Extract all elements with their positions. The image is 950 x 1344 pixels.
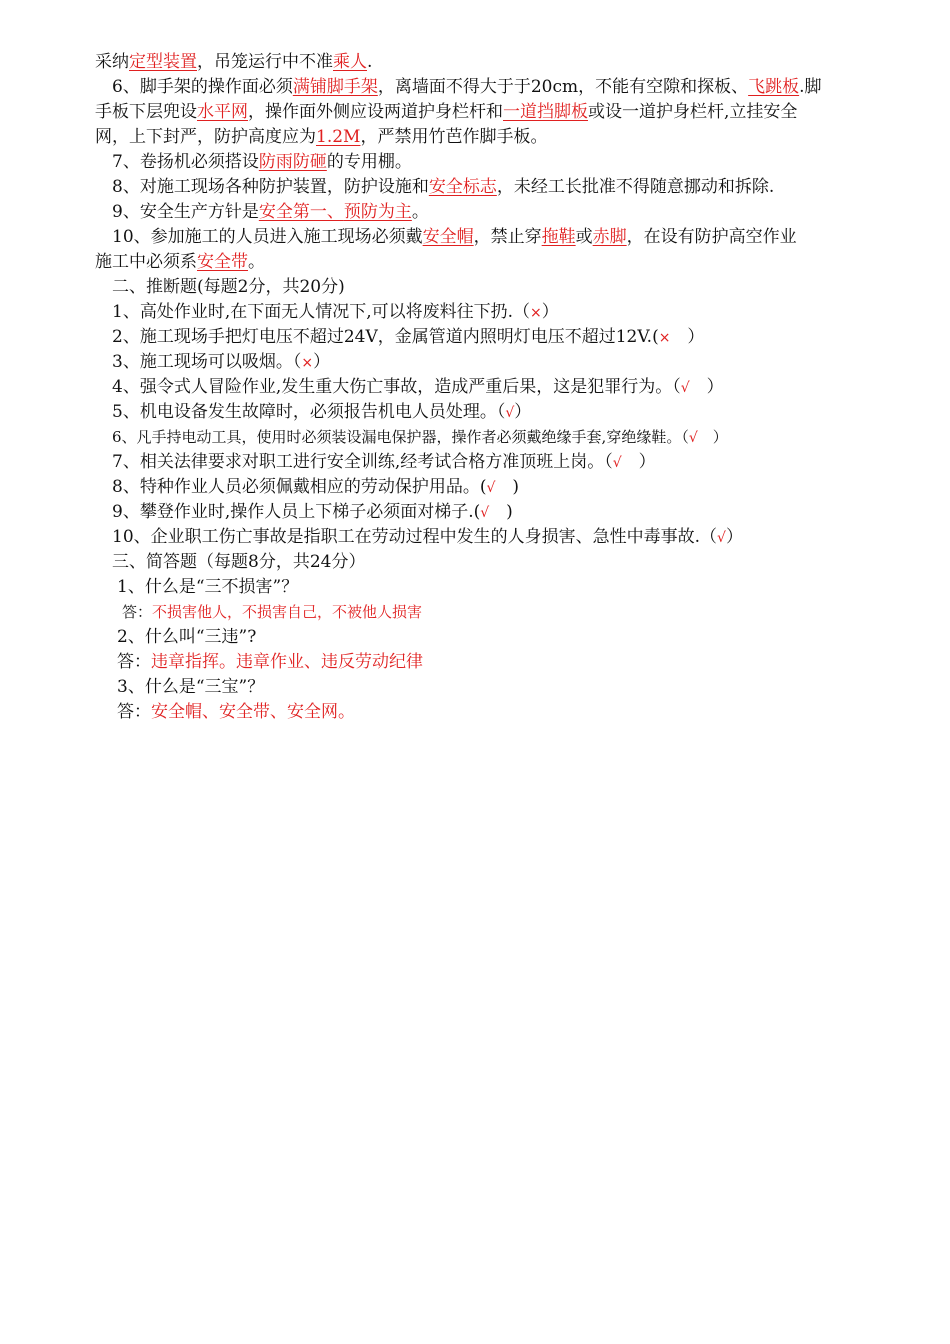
cross-mark: × <box>301 355 314 371</box>
fill-line-7: 10、参加施工的人员进入施工现场必须戴安全帽，禁止穿拖鞋或赤脚，在设有防护高空作业 <box>112 227 797 247</box>
fill-line-4: 7、卷扬机必须搭设防雨防砸的专用棚。 <box>112 152 412 172</box>
judge-item: 4、强令式人冒险作业,发生重大伤亡事故，造成严重后果，这是犯罪行为。（√ ） <box>112 377 724 397</box>
answer-text: 安全帽、安全带、安全网。 <box>151 702 355 722</box>
cross-mark: × <box>658 330 671 346</box>
judge-item: 7、相关法律要求对职工进行安全训练,经考试合格方准顶班上岗。（√ ） <box>112 452 656 472</box>
answer-blank: 赤脚 <box>592 227 627 247</box>
judge-item: 6、凡手持电动工具，使用时必须装设漏电保护器，操作者必须戴绝缘手套,穿绝缘鞋。（√ ） <box>112 428 728 446</box>
section-title-judge: 二、推断题(每题2分，共20分) <box>112 277 345 297</box>
answer-text: 违章指挥。违章作业、违反劳动纪律 <box>151 652 423 672</box>
answer-line: 答：不损害他人，不损害自己，不被他人损害 <box>122 603 423 621</box>
judge-item: 10、企业职工伤亡事故是指职工在劳动过程中发生的人身损害、急性中毒事故.（√） <box>112 527 743 547</box>
question: 3、什么是“三宝”？ <box>117 677 265 697</box>
check-mark: √ <box>480 505 490 521</box>
answer-blank: 安全帽 <box>422 227 474 247</box>
fill-line-0: 采纳定型装置，吊笼运行中不准乘人. <box>95 52 373 72</box>
question: 1、什么是“三不损害”？ <box>117 577 299 597</box>
check-mark: √ <box>717 530 726 546</box>
answer-blank: 预防为主 <box>343 202 412 222</box>
answer-blank: 满铺脚手架 <box>292 77 378 97</box>
answer-text: 不损害他人，不损害自己，不被他人损害 <box>152 603 423 621</box>
answer-blank: 水平网 <box>197 102 248 122</box>
answer-blank: 安全带 <box>197 252 248 272</box>
check-mark: √ <box>688 430 698 446</box>
judge-item: 8、特种作业人员必须佩戴相应的劳动保护用品。(√ ) <box>112 477 520 497</box>
check-mark: √ <box>486 480 496 496</box>
answer-blank: 防雨防砸 <box>258 152 327 172</box>
answer-blank: 一道挡脚板 <box>503 102 588 122</box>
judge-item: 5、机电设备发生故障时，必须报告机电人员处理。（√） <box>112 402 532 422</box>
answer-line: 答：违章指挥。违章作业、违反劳动纪律 <box>117 652 423 672</box>
fill-line-5: 8、对施工现场各种防护装置，防护设施和安全标志，未经工长批准不得随意挪动和拆除. <box>112 177 775 197</box>
answer-blank: 安全标志 <box>428 177 497 197</box>
fill-line-6: 9、安全生产方针是安全第一、预防为主。 <box>112 202 429 222</box>
check-mark: √ <box>505 405 515 421</box>
fill-line-3: 网，上下封严，防护高度应为1.2M，严禁用竹芭作脚手板。 <box>95 127 548 147</box>
answer-blank: 定型装置 <box>129 52 197 72</box>
answer-blank: 拖鞋 <box>541 227 576 247</box>
judge-item: 3、施工现场可以吸烟。（×） <box>112 352 331 372</box>
judge-item: 1、高处作业时,在下面无人情况下,可以将废料往下扔.（×） <box>112 302 559 322</box>
answer-blank: 安全第一、 <box>258 202 344 222</box>
judge-item: 2、施工现场手把灯电压不超过24V，金属管道内照明灯电压不超过12V.(× ） <box>112 327 705 347</box>
answer-blank: 1.2M <box>316 127 361 147</box>
answer-blank: 飞跳板 <box>748 77 800 97</box>
section-title-short-answer: 三、简答题（每题8分，共24分） <box>112 552 366 572</box>
check-mark: √ <box>680 380 690 396</box>
answer-blank: 乘人 <box>333 52 367 72</box>
question: 2、什么叫“三违”? <box>117 627 257 647</box>
check-mark: √ <box>612 455 622 471</box>
fill-line-1: 6、脚手架的操作面必须满铺脚手架，离墙面不得大于于20cm，不能有空隙和探板、飞跳板.脚 <box>112 77 822 97</box>
answer-line: 答：安全帽、安全带、安全网。 <box>117 702 355 722</box>
cross-mark: × <box>530 305 542 321</box>
fill-line-8: 施工中必须系安全带。 <box>95 252 265 272</box>
fill-line-2: 手板下层兜设水平网，操作面外侧应设两道护身栏杆和一道挡脚板或设一道护身栏杆,立挂安全 <box>95 102 798 122</box>
judge-item: 9、攀登作业时,操作人员上下梯子必须面对梯子.(√ ) <box>112 502 513 522</box>
